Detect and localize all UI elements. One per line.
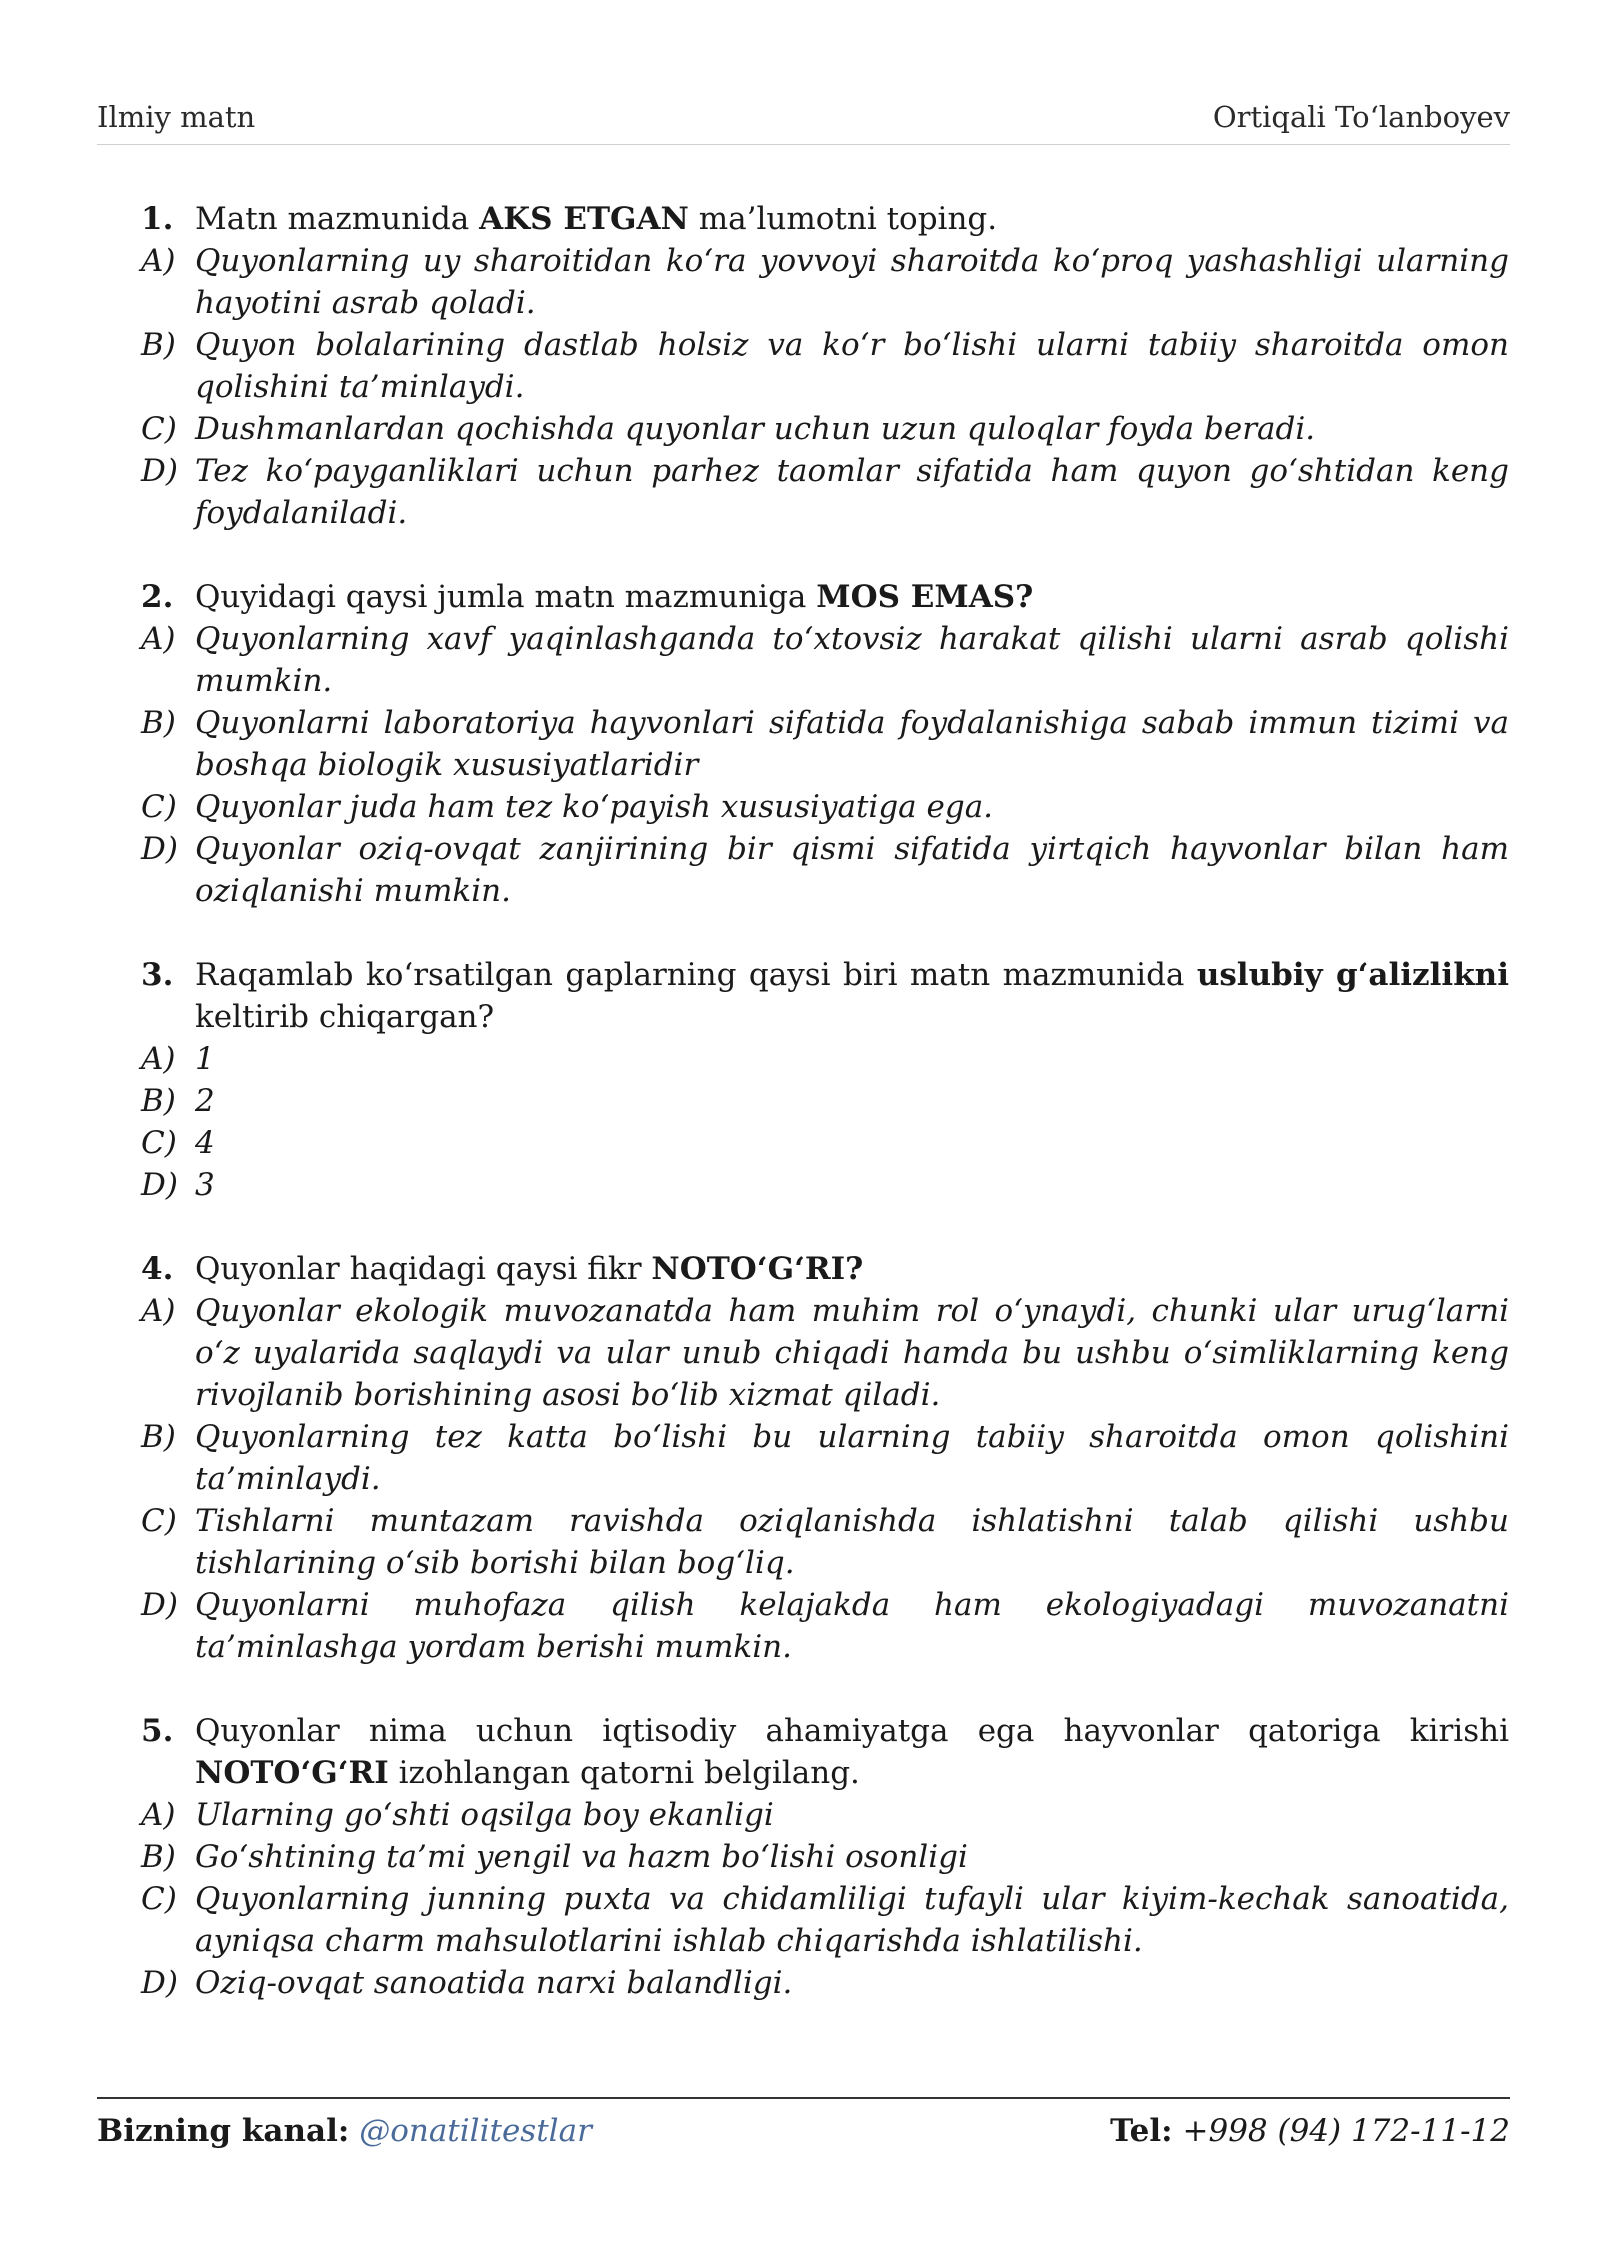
option-letter: D) [141,831,178,867]
footer-channel-label: Bizning kanal: [97,2113,350,2149]
question-text [195,576,1509,618]
option-letter: B) [141,327,176,363]
answer-option [141,1080,1509,1122]
answer-option [141,1038,1509,1080]
question-list [141,198,1509,2046]
question-text-part: Raqamlab ko‘rsatilgan gaplarning qaysi biri matn mazmunida [195,957,1197,993]
header-author: Ortiqali To‘lanboyev [1212,100,1510,134]
question-text-part: Quyonlar haqidagi qaysi fikr [195,1251,652,1287]
answer-option [141,1122,1509,1164]
option-text: Quyonlarning xavf yaqinlashganda to‘xtovsiz harakat qilishi ularni asrab qolishi mumkin. [195,621,1509,699]
answer-option [141,1416,1509,1500]
question-keyword: MOS EMAS? [816,579,1034,615]
question-text-part: izohlangan qatorni belgilang. [388,1755,860,1791]
answer-option [141,1500,1509,1584]
option-letter: C) [141,1881,177,1917]
option-text: Ularning go‘shti oqsilga boy ekanligi [195,1797,774,1833]
option-letter: B) [141,1419,176,1455]
question-number: 1. [141,201,174,237]
answer-option [141,786,1509,828]
question-text [195,1248,1509,1290]
question-keyword: NOTO‘G‘RI [195,1755,389,1791]
option-letter: A) [141,621,176,657]
answer-option [141,1962,1509,2004]
question-text-part: Matn mazmunida [195,201,480,237]
option-text: Quyonlarning junning puxta va chidamliligi tufayli ular kiyim-kechak sanoatida, ayniqsa charm mahsulotlarini ishlab chiqarishda ishlatilishi. [195,1881,1509,1959]
answer-option [141,450,1509,534]
question-number: 5. [141,1713,174,1749]
footer-phone [1110,2110,1510,2152]
option-text: 3 [195,1167,215,1203]
question-text-part: Quyonlar nima uchun iqtisodiy ahamiyatga ega hayvonlar qatoriga kirishi [195,1713,1509,1749]
question-stem [141,576,1509,618]
option-letter: D) [141,1167,178,1203]
option-text: Oziq-ovqat sanoatida narxi balandligi. [195,1965,793,2001]
option-text: Quyonlarni muhofaza qilish kelajakda ham ekologiyadagi muvozanatni ta’minlashga yordam berishi mumkin. [195,1587,1509,1665]
question-number: 4. [141,1251,174,1287]
page-footer [97,2110,1510,2152]
option-letter: C) [141,1503,177,1539]
answer-option [141,1584,1509,1668]
question-number: 2. [141,579,174,615]
question-stem [141,1248,1509,1290]
footer-divider [97,2097,1510,2099]
question-number: 3. [141,957,174,993]
option-text: Quyonlarning tez katta bo‘lishi bu ularning tabiiy sharoitda omon qolishini ta’minlaydi. [195,1419,1509,1497]
answer-option [141,1164,1509,1206]
footer-phone-number: +998 (94) 172-11-12 [1182,2113,1510,2149]
answer-option [141,408,1509,450]
option-letter: B) [141,1083,176,1119]
option-letter: D) [141,1965,178,2001]
question-stem [141,1710,1509,1794]
question-block [141,198,1509,534]
question-block [141,954,1509,1206]
question-text-part: ma’lumotni toping. [688,201,998,237]
question-stem [141,954,1509,1038]
footer-channel [97,2110,592,2152]
option-text: Quyonlar ekologik muvozanatda ham muhim rol o‘ynaydi, chunki ular urug‘larni o‘z uyalarida saqlaydi va ular unub chiqadi hamda bu ushbu o‘simliklarning keng rivojlanib borishining asosi bo‘lib xizmat qiladi. [195,1293,1509,1413]
option-letter: C) [141,411,177,447]
option-text: Tez ko‘payganliklari uchun parhez taomlar sifatida ham quyon go‘shtidan keng foydalaniladi. [195,453,1509,531]
page-header [97,100,1510,145]
question-text [195,198,1509,240]
answer-option [141,1836,1509,1878]
option-letter: A) [141,1041,176,1077]
question-text-part: keltirib chiqargan? [195,999,495,1035]
question-block [141,1710,1509,2004]
option-letter: B) [141,1839,176,1875]
question-block [141,576,1509,912]
option-letter: D) [141,453,178,489]
option-letter: D) [141,1587,178,1623]
question-keyword: NOTO‘G‘RI? [651,1251,864,1287]
option-text: Quyonlarning uy sharoitidan ko‘ra yovvoyi sharoitda ko‘proq yashashligi ularning hayotini asrab qoladi. [195,243,1509,321]
question-text-part: Quyidagi qaysi jumla matn mazmuniga [195,579,817,615]
option-letter: C) [141,789,177,825]
answer-option [141,1290,1509,1416]
option-text: 4 [195,1125,215,1161]
answer-option [141,828,1509,912]
option-text: Quyon bolalarining dastlab holsiz va ko‘r bo‘lishi ularni tabiiy sharoitda omon qolishini ta’minlaydi. [195,327,1509,405]
option-text: Go‘shtining ta’mi yengil va hazm bo‘lishi osonligi [195,1839,968,1875]
question-text [195,1710,1509,1794]
option-text: 2 [195,1083,215,1119]
option-text: Tishlarni muntazam ravishda oziqlanishda ishlatishni talab qilishi ushbu tishlarining o‘sib borishi bilan bog‘liq. [195,1503,1509,1581]
option-letter: A) [141,243,176,279]
answer-option [141,702,1509,786]
option-text: Quyonlar oziq-ovqat zanjirining bir qismi sifatida yirtqich hayvonlar bilan ham oziqlanishi mumkin. [195,831,1509,909]
option-letter: A) [141,1797,176,1833]
header-subject: Ilmiy matn [97,100,256,134]
option-text: Quyonlarni laboratoriya hayvonlari sifatida foydalanishiga sabab immun tizimi va boshqa biologik xususiyatlaridir [195,705,1509,783]
question-text [195,954,1509,1038]
option-letter: A) [141,1293,176,1329]
option-letter: C) [141,1125,177,1161]
answer-option [141,324,1509,408]
option-text: 1 [195,1041,215,1077]
footer-channel-link[interactable]: @onatilitestlar [359,2113,592,2149]
footer-phone-label: Tel: [1110,2113,1173,2149]
option-text: Quyonlar juda ham tez ko‘payish xususiyatiga ega. [195,789,994,825]
option-letter: B) [141,705,176,741]
answer-option [141,1878,1509,1962]
answer-option [141,1794,1509,1836]
question-block [141,1248,1509,1668]
answer-option [141,240,1509,324]
question-stem [141,198,1509,240]
option-text: Dushmanlardan qochishda quyonlar uchun uzun quloqlar foyda beradi. [195,411,1316,447]
question-keyword: AKS ETGAN [479,201,689,237]
question-keyword: uslubiy g‘alizlikni [1196,957,1509,993]
answer-option [141,618,1509,702]
